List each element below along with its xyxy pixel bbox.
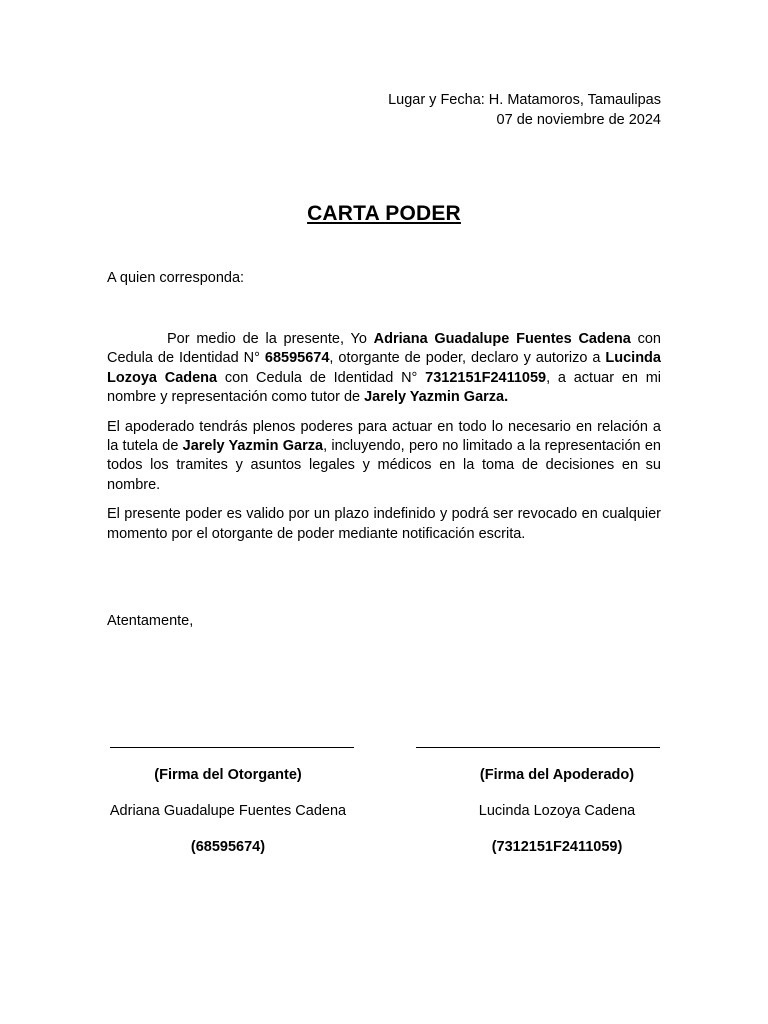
closing: Atentamente, <box>107 613 194 629</box>
attorney-signature-role: (Firma del Apoderado) <box>479 767 635 783</box>
attorney-signature-id: (7312151F2411059) <box>491 839 623 855</box>
attorney-id: 7312151F2411059 <box>425 369 547 386</box>
grantor-id: 68595674 <box>264 350 330 367</box>
grantor-signature-name: Adriana Guadalupe Fuentes Cadena <box>109 803 347 819</box>
p2-text-2: , incluyendo, pero no limitado a la representación en todos los tramites y asuntos legales y médicos en la toma de decisiones en su nombre. <box>107 438 661 493</box>
grantor-name: Adriana Guadalupe Fuentes Cadena <box>373 331 631 347</box>
paragraph-powers <box>107 418 661 496</box>
grantor-signature-role: (Firma del Otorgante) <box>154 767 302 783</box>
attorney-name: Lucinda Lozoya Cadena <box>107 350 661 386</box>
p2-text-1: El apoderado tendrás plenos poderes para actuar en todo lo necesario en relación a la tutela de <box>107 418 661 455</box>
p1-text-2: con Cedula de Identidad N° <box>107 331 661 367</box>
place-line: Lugar y Fecha: H. Matamoros, Tamaulipas <box>388 92 661 108</box>
attorney-signature-line <box>416 747 660 748</box>
date-line: 07 de noviembre de 2024 <box>496 112 661 128</box>
greeting: A quien corresponda: <box>107 270 245 286</box>
grantor-signature-line <box>110 747 354 748</box>
ward-name: Jarely Yazmin Garza. <box>364 389 509 406</box>
p1-text-5: , a actuar en mi nombre y representación como tutor de <box>107 369 662 406</box>
paragraph-validity: El presente poder es valido por un plazo indefinido y podrá ser revocado en cualquier momento por el otorgante de poder mediante notificación escrita. <box>107 506 661 542</box>
p1-text-1: Por medio de la presente, Yo <box>167 331 374 347</box>
p1-text-3: , otorgante de poder, declaro y autorizo a <box>329 350 606 367</box>
grantor-signature-id: (68595674) <box>190 839 266 855</box>
p1-text-4: con Cedula de Identidad N° <box>217 369 426 386</box>
attorney-signature-name: Lucinda Lozoya Cadena <box>478 803 636 819</box>
place-date-block <box>388 90 661 130</box>
body-text <box>107 330 661 554</box>
ward-name-2: Jarely Yazmin Garza <box>182 438 324 455</box>
document-title: CARTA PODER <box>307 202 461 225</box>
paragraph-authorization <box>107 330 661 408</box>
